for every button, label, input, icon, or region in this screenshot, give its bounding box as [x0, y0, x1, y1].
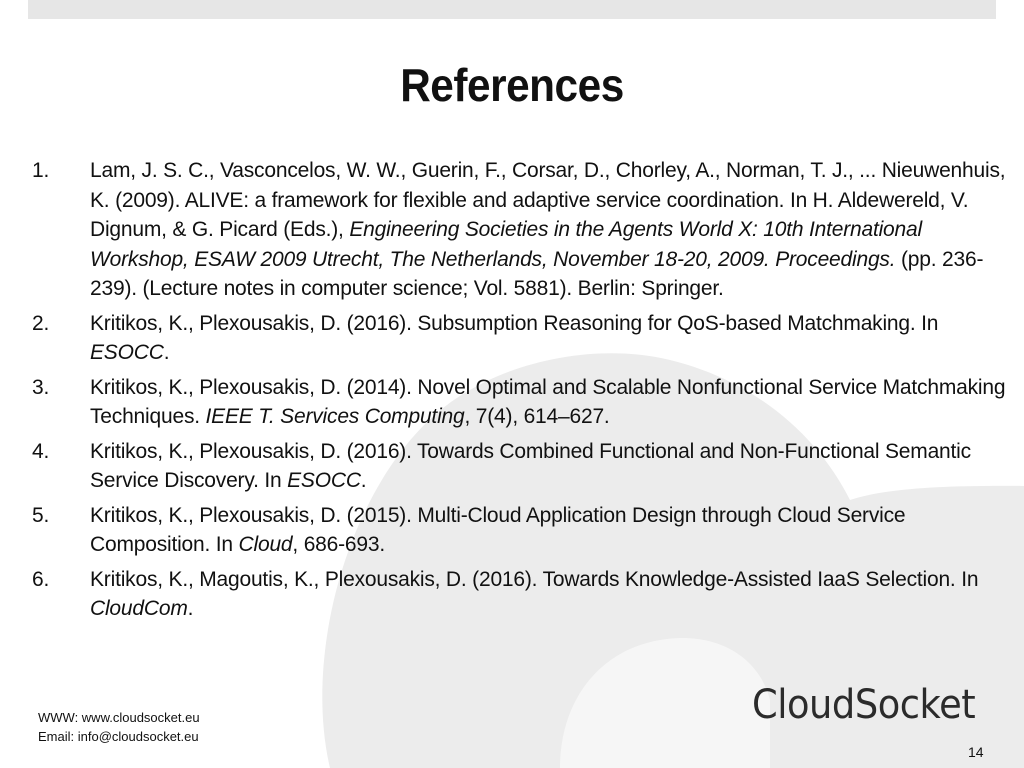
reference-segment: . — [163, 341, 170, 364]
reference-number: 5. — [32, 503, 50, 527]
reference-number: 1. — [32, 159, 50, 182]
reference-text — [90, 309, 1008, 368]
reference-segment: , 7(4), 614–627. — [464, 405, 610, 428]
reference-segment: Kritikos, K., Plexousakis, D. (2016). Subsumption Reasoning for QoS-based Matchmaking. In — [90, 311, 939, 335]
page-number: 14 — [968, 744, 984, 760]
reference-item — [32, 437, 1008, 496]
reference-text — [90, 565, 1008, 624]
reference-venue: IEEE T. Services Computing — [205, 405, 465, 428]
reference-item — [32, 565, 1008, 624]
reference-item — [32, 373, 1008, 432]
slide-title: References — [400, 59, 624, 111]
cloudsocket-logo: CloudSocket — [752, 682, 976, 728]
reference-number: 4. — [32, 439, 50, 463]
reference-segment: , 686-693. — [292, 533, 385, 556]
reference-venue: ESOCC — [90, 341, 164, 364]
footer-contact — [38, 708, 200, 746]
reference-venue: Engineering Societies in the Agents World X: 10th International Workshop, ESAW 2009 Utrecht, The Netherlands, November 18-20, 2009. Proceedings. — [90, 218, 922, 271]
reference-segment: Kritikos, K., Magoutis, K., Plexousakis, D. (2016). Towards Knowledge-Assisted IaaS Selection. In — [90, 567, 979, 591]
reference-venue: Cloud — [238, 533, 293, 556]
reference-number: 3. — [32, 375, 50, 399]
reference-number: 6. — [32, 567, 50, 591]
reference-item — [32, 156, 1008, 304]
reference-number: 2. — [32, 311, 50, 335]
reference-segment: . — [360, 469, 367, 492]
reference-text — [90, 501, 1008, 560]
reference-text — [90, 156, 1008, 304]
reference-venue: ESOCC — [287, 469, 361, 492]
reference-item — [32, 309, 1008, 368]
reference-segment: Lam, J. S. C., Vasconcelos, W. W., Guerin, F., Corsar, D., Chorley, A., Norman, T. J., ... Nieuwenhuis, K. (2009). ALIVE: a framework for flexible and adaptive service coordination. In H. Aldewereld, V. Dignum, & G. Picard (Eds.), — [90, 159, 1006, 241]
reference-segment: (pp. 236-239). (Lecture notes in computer science; Vol. 5881). Berlin: Springer. — [90, 247, 984, 300]
reference-segment: Kritikos, K., Plexousakis, D. (2014). Novel Optimal and Scalable Nonfunctional Service Matchmaking Techniques. — [90, 375, 1006, 428]
reference-segment: Kritikos, K., Plexousakis, D. (2016). Towards Combined Functional and Non-Functional Semantic Service Discovery. In — [90, 439, 971, 492]
reference-item — [32, 501, 1008, 560]
reference-segment: . — [187, 597, 194, 620]
reference-venue: CloudCom — [90, 597, 188, 620]
footer-website: WWW: www.cloudsocket.eu — [38, 710, 200, 725]
reference-segment: Kritikos, K., Plexousakis, D. (2015). Multi-Cloud Application Design through Cloud Service Composition. In — [90, 503, 906, 556]
footer-email: Email: info@cloudsocket.eu — [38, 729, 199, 744]
reference-text — [90, 373, 1008, 432]
references-list — [32, 156, 1008, 629]
reference-text — [90, 437, 1008, 496]
